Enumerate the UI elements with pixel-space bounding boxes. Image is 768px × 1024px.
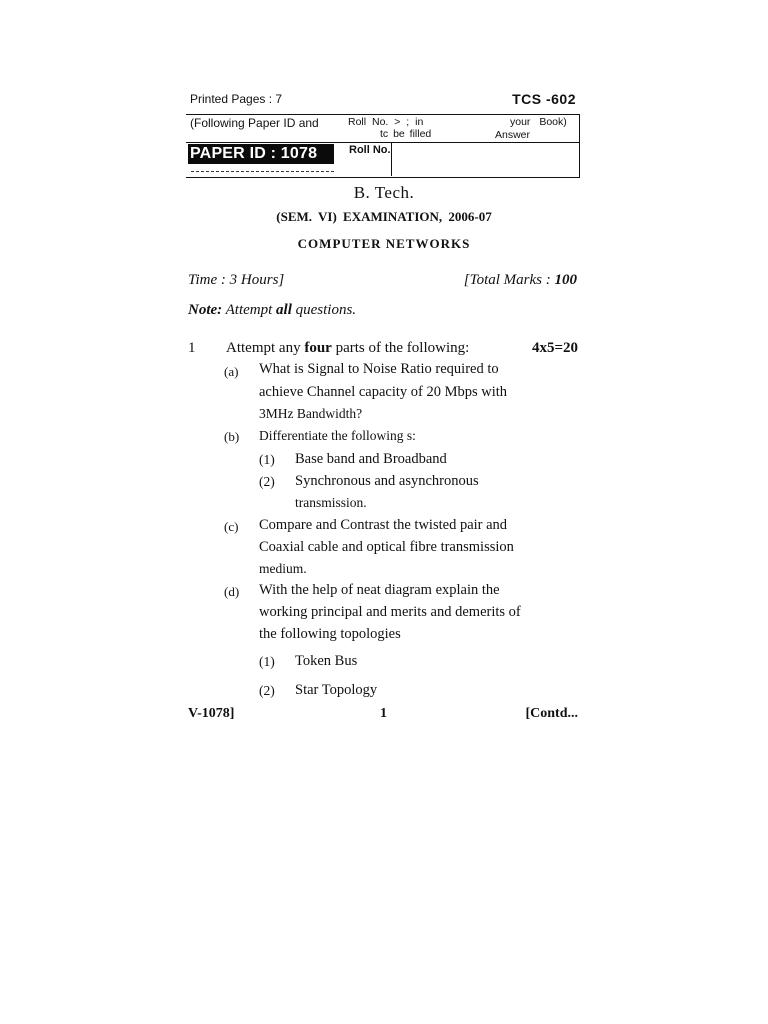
footer-contd: [Contd... (525, 706, 578, 721)
part-b-sub2-line: Synchronous and asynchronous (295, 473, 479, 489)
exam-time: Time : 3 Hours] (188, 272, 285, 288)
header-box-book: your Book) (510, 116, 567, 128)
roll-no-label: Roll No. (349, 144, 391, 156)
total-marks-label: [Total Marks : (463, 272, 555, 288)
part-b-sub1-label: (1) (259, 452, 275, 467)
part-a-label: (a) (224, 364, 239, 379)
part-c-line: Compare and Contrast the twisted pair and (259, 517, 508, 533)
part-b-text: Differentiate the following s: (259, 428, 416, 443)
footer-page-number: 1 (380, 706, 387, 721)
part-b-label: (b) (224, 429, 240, 444)
part-d-label: (d) (224, 584, 240, 599)
question-1-text (226, 340, 469, 357)
question-1-marks: 4x5=20 (531, 340, 578, 356)
printed-pages: Printed Pages : 7 (190, 92, 283, 106)
part-d-line: the following topologies (259, 626, 401, 642)
part-b-sub2-label: (2) (259, 474, 275, 489)
note-label: Note: (188, 302, 223, 318)
subject-title: COMPUTER NETWORKS (297, 236, 471, 251)
part-d-sub2-label: (2) (259, 683, 275, 698)
question-1-text-bold: four (304, 340, 332, 356)
part-b-sub2-line: transmission. (295, 495, 367, 510)
part-d-sub2-text: Star Topology (295, 682, 378, 698)
dashed-separator (191, 171, 334, 172)
exam-note (188, 302, 356, 319)
part-c-label: (c) (224, 519, 239, 534)
part-c-line: Coaxial cable and optical fibre transmission (259, 539, 514, 555)
note-text-post: questions. (291, 302, 357, 318)
header-box-rollno-line1: Roll No. > ; in (348, 116, 424, 128)
part-d-sub1-label: (1) (259, 654, 275, 669)
question-1-number: 1 (188, 340, 196, 356)
semester-title: (SEM. VI) EXAMINATION, 2006-07 (276, 209, 492, 224)
part-d-line: working principal and merits and demerits of (259, 604, 521, 620)
note-text-all: all (276, 302, 292, 318)
paper-code: TCS -602 (512, 91, 576, 107)
footer-code: V-1078] (188, 706, 235, 721)
question-1-text-post: parts of the following: (331, 340, 470, 356)
part-a-line: achieve Channel capacity of 20 Mbps with (259, 384, 508, 400)
part-d-line: With the help of neat diagram explain the (259, 582, 500, 598)
part-a-line: What is Signal to Noise Ratio required to (259, 361, 499, 377)
question-1-text-pre: Attempt any (226, 340, 305, 356)
total-marks-value: 100 (554, 272, 577, 288)
part-d-sub1-text: Token Bus (295, 653, 358, 669)
degree-title: B. Tech. (353, 183, 415, 202)
part-c-line: medium. (259, 561, 307, 576)
header-box-rollno-line2: tc be filled (380, 128, 432, 140)
total-marks (464, 272, 577, 289)
part-a-line: 3MHz Bandwidth? (259, 406, 363, 421)
paper-id-label: PAPER ID : 1078 (188, 144, 334, 164)
note-text-pre: Attempt (222, 302, 277, 318)
header-box-answer: Answer (495, 129, 531, 141)
part-b-sub1-text: Base band and Broadband (295, 451, 447, 467)
roll-number-entry-box (391, 142, 580, 176)
header-box-instruction: (Following Paper ID and (190, 116, 319, 130)
